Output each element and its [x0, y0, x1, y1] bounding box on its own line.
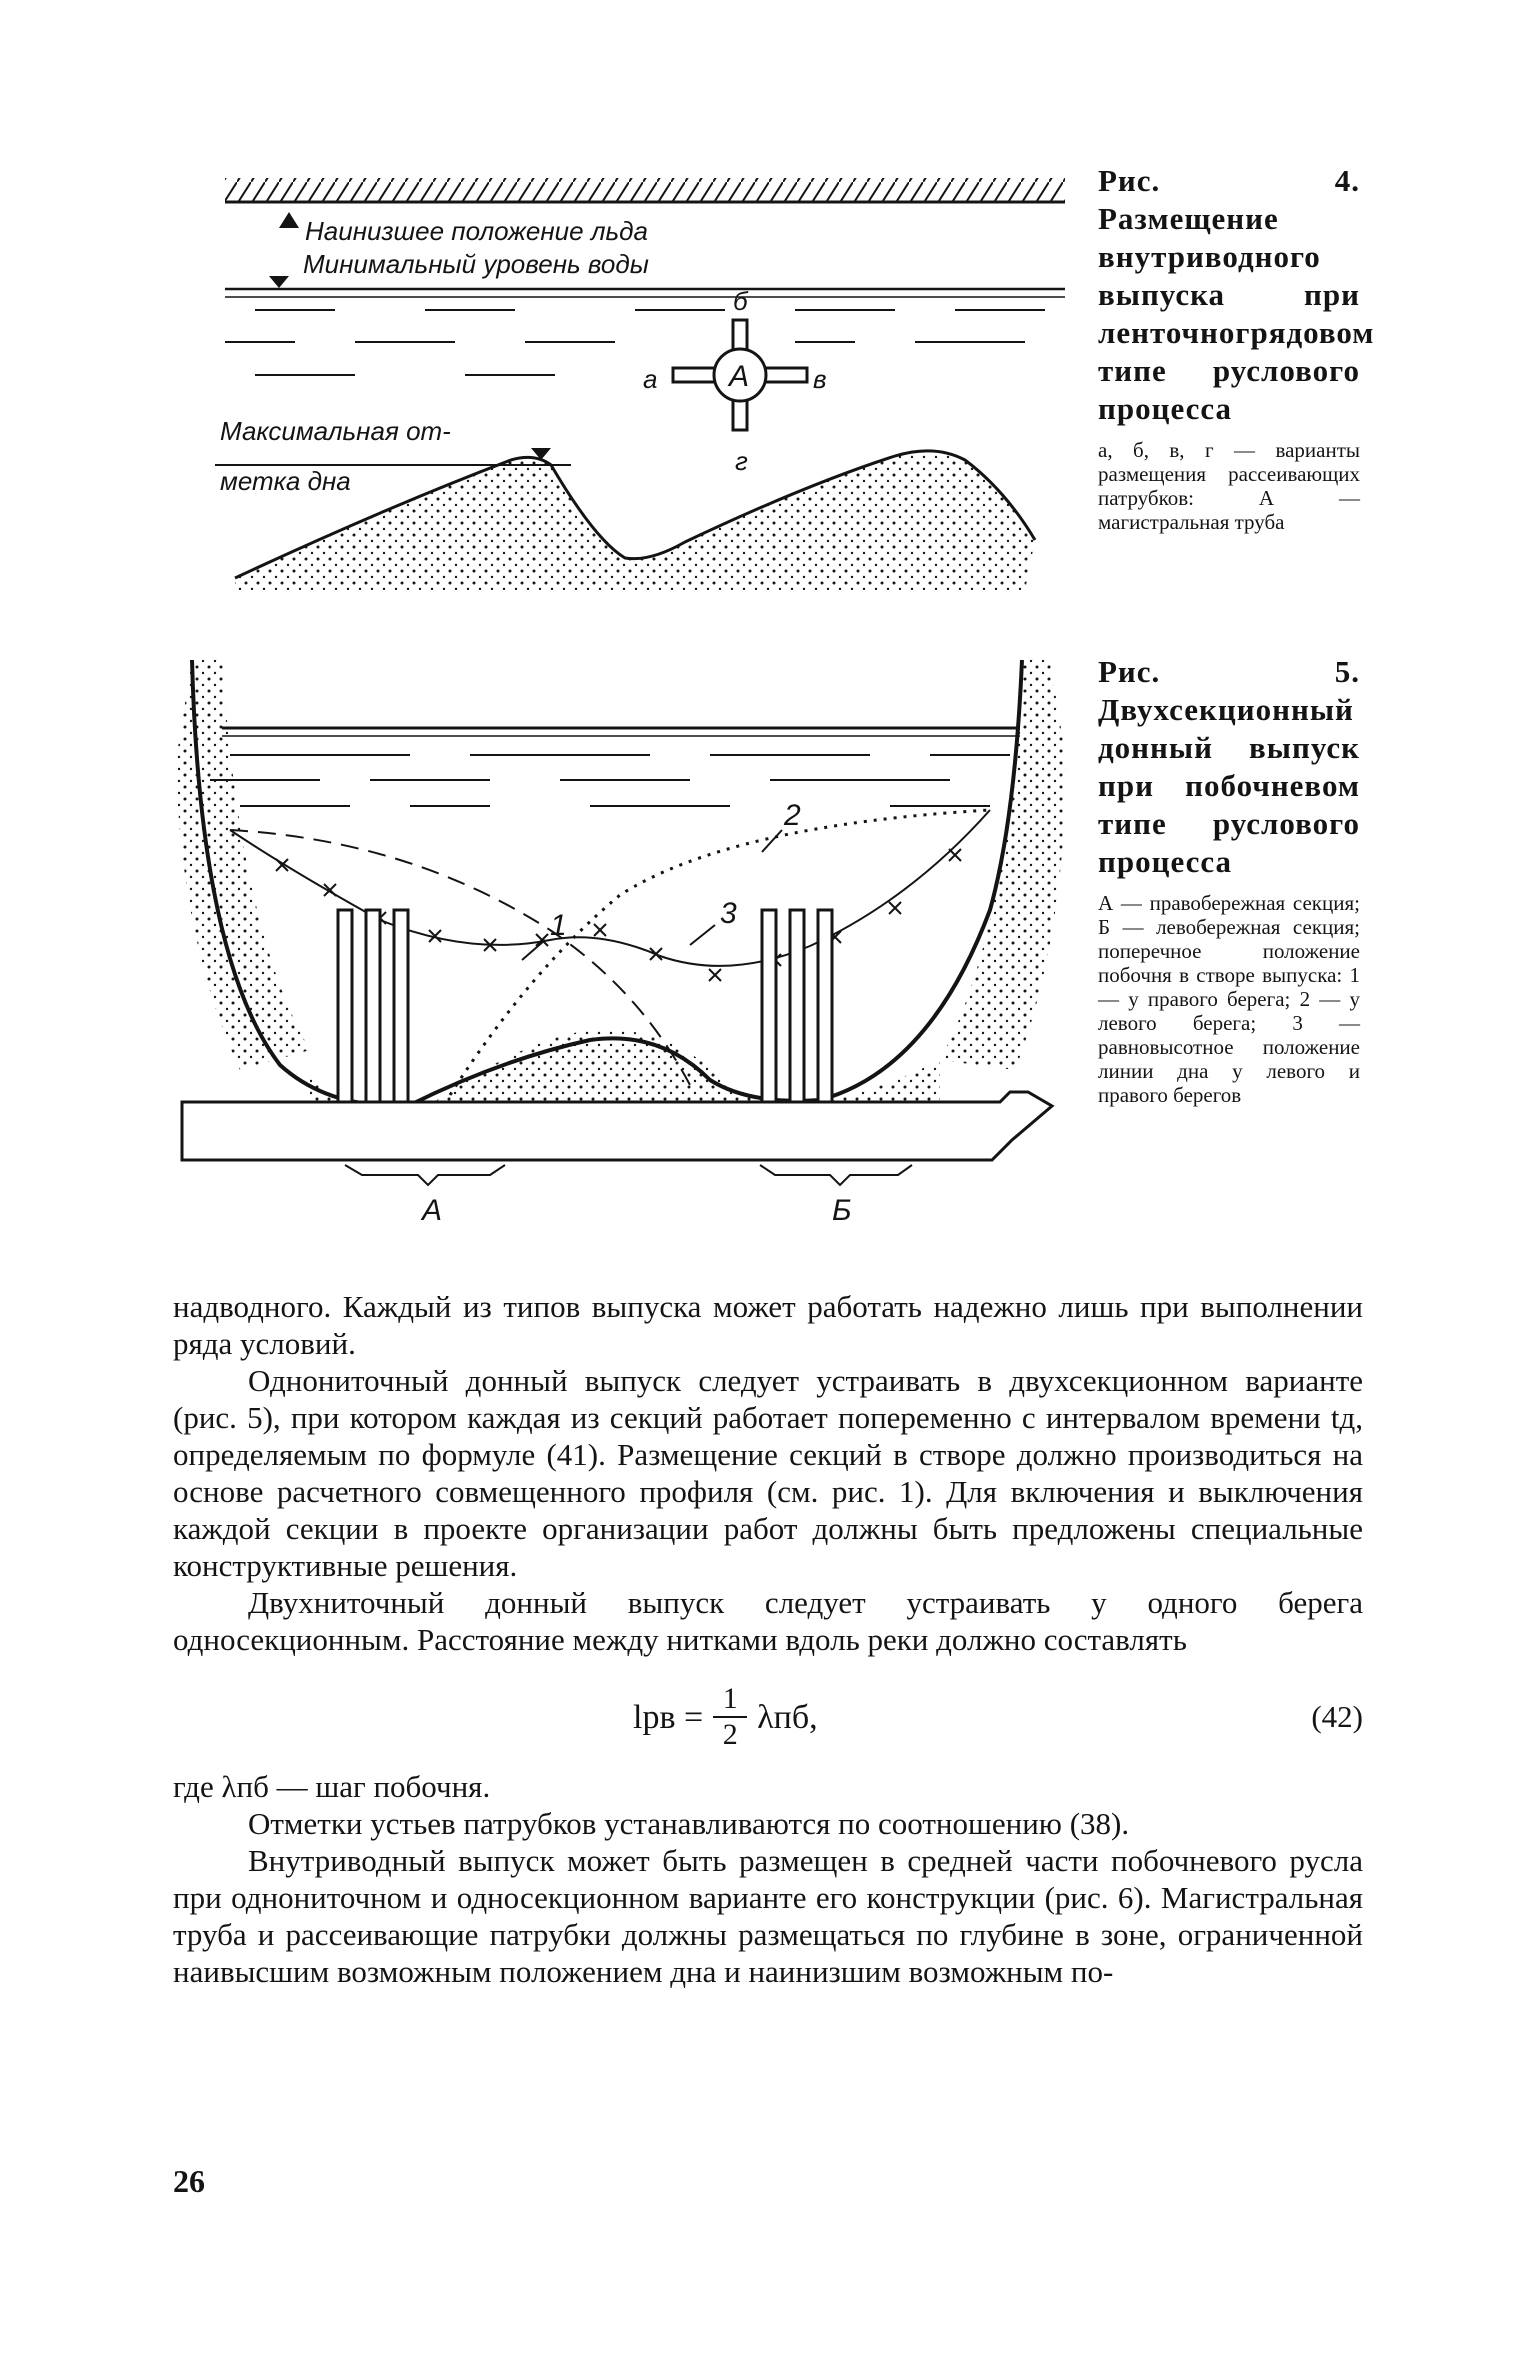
water-dashes: [225, 310, 1045, 375]
curve-label-3: 3: [720, 897, 737, 930]
fig4-label-g: г: [735, 446, 748, 476]
section-a-label: А: [422, 1194, 443, 1227]
ice-hatch: [225, 178, 1065, 202]
fig4-label-a: а: [643, 364, 658, 394]
section-b-pipes: [762, 910, 832, 1102]
formula-lhs: lрв =: [633, 1698, 704, 1736]
fig5-caption: [1098, 653, 1360, 1107]
body-text: [173, 1288, 1363, 1990]
water-surface-lines: [210, 728, 1020, 806]
fig4-caption-title: Рис. 4. Размещение внутриводного выпуска при ленточногрядовом типе руслового процесса: [1098, 163, 1375, 426]
right-bank-fill: [940, 660, 1066, 1070]
figure-5: [170, 640, 1070, 1240]
paragraph-6: Внутриводный выпуск может быть размещен в средней части побочневого русла при однониточном и односекционном варианте его конструкции (рис. 6). Магистральная труба и рассеивающие патрубки должны размещаться по глубине в зоне, ограниченной наивысшим возможным положением дна и наинизшим возможным по-: [173, 1843, 1363, 1989]
formula-numerator: 1: [722, 1682, 738, 1715]
formula-rhs: λпб,: [757, 1698, 818, 1736]
paragraph-1: надводного. Каждый из типов выпуска может работать надежно лишь при выполнении ряда условий.: [173, 1289, 1363, 1361]
page-number: 26: [173, 2163, 205, 2199]
fig5-caption-title: Рис. 5. Двухсекционный донный выпуск при побочневом типе руслового процесса: [1098, 654, 1360, 879]
fig4-caption: [1098, 162, 1375, 534]
fig5-caption-body: А — правобережная секция; Б — левобережная секция; поперечное положение побочня в створе выпуска: 1 — у правого берега; 2 — у левого берега; 3 — равновысотное положение линии дна у левого и правого берегов: [1098, 891, 1360, 1107]
formula-42: [173, 1664, 1363, 1764]
formula-number: (42): [1311, 1699, 1363, 1734]
paragraph-2: Однониточный донный выпуск следует устраивать в двухсекционном варианте (рис. 5), при котором каждая из секций работает попеременно с интервалом времени tд, определяемым по формуле (41). Размещение секций в створе должно производиться на основе расчетного совмещенного профиля (см. рис. 1). Для включения и выключения каждой секции в проекте организации работ должны быть предложены специальные конструктивные решения.: [173, 1363, 1363, 1583]
ice-level-marker: [279, 212, 299, 228]
fig4-label-v: в: [813, 364, 827, 394]
leader-2: [762, 830, 782, 852]
max-bottom-label-2: метка дна: [220, 466, 351, 496]
formula-fraction: [713, 1682, 747, 1752]
section-b-label: Б: [832, 1194, 852, 1227]
paragraph-3: Двухниточный донный выпуск следует устраивать у одного берега односекционным. Расстояние между нитками вдоль реки должно составлять: [173, 1585, 1363, 1657]
water-level-marker: [269, 276, 289, 288]
figure-4: [195, 160, 1075, 640]
formula-expression: [633, 1682, 818, 1752]
paragraph-5: Отметки устьев патрубков устанавливаются по соотношению (38).: [248, 1806, 1130, 1841]
section-a-pipes: [338, 910, 408, 1102]
paragraph-4: где λпб — шаг побочня.: [173, 1769, 491, 1804]
curve-label-1: 1: [550, 909, 567, 942]
fig4-label-b: б: [733, 286, 748, 316]
fig4-riverbed-fill: [235, 451, 1035, 590]
curve-label-2: 2: [784, 799, 801, 832]
water-level-label: Минимальный уровень воды: [303, 249, 649, 279]
brace-a: [345, 1165, 505, 1185]
fig4-pipe-label: А: [729, 360, 750, 393]
brace-b: [760, 1165, 912, 1185]
main-pipe-bottom: [182, 1092, 1052, 1160]
ice-level-label: Наинизшее положение льда: [305, 216, 648, 246]
max-bottom-label-1: Максимальная от-: [220, 416, 451, 446]
fig4-caption-body: а, б, в, г — варианты размещения рассеивающих патрубков: А — магистральная труба: [1098, 438, 1360, 534]
formula-denominator: 2: [722, 1718, 738, 1751]
leader-3: [690, 925, 715, 945]
